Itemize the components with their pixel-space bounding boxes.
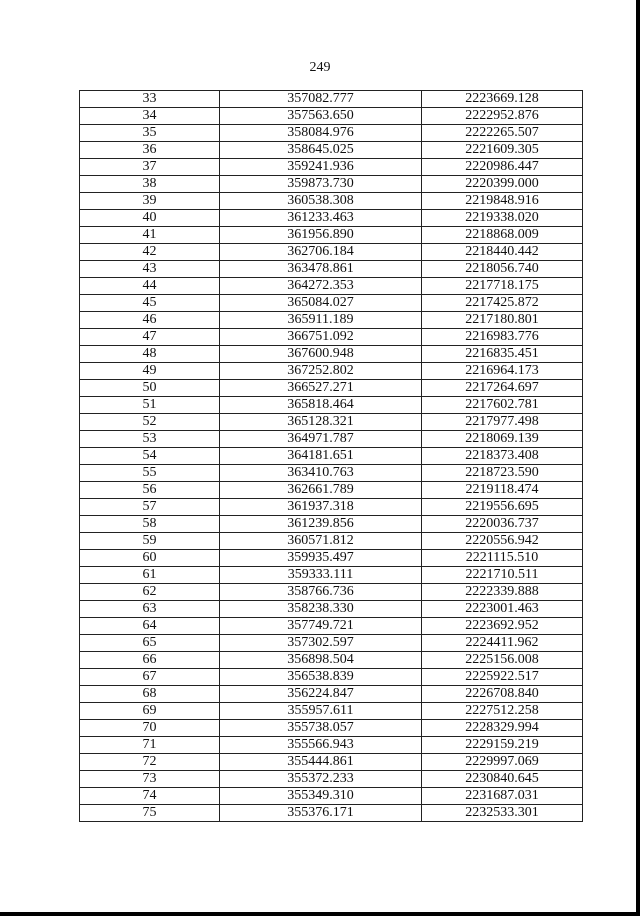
table-row bbox=[80, 397, 583, 414]
x-coordinate-cell: 355738.057 bbox=[220, 720, 422, 737]
y-coordinate-cell: 2217718.175 bbox=[422, 278, 583, 295]
x-coordinate-cell: 362706.184 bbox=[220, 244, 422, 261]
table-row bbox=[80, 567, 583, 584]
y-coordinate-cell: 2218373.408 bbox=[422, 448, 583, 465]
y-coordinate-cell: 2222952.876 bbox=[422, 108, 583, 125]
table-row bbox=[80, 635, 583, 652]
table-row bbox=[80, 414, 583, 431]
table-row bbox=[80, 312, 583, 329]
y-coordinate-cell: 2218868.009 bbox=[422, 227, 583, 244]
table-row bbox=[80, 652, 583, 669]
x-coordinate-cell: 362661.789 bbox=[220, 482, 422, 499]
table-row bbox=[80, 516, 583, 533]
x-coordinate-cell: 355349.310 bbox=[220, 788, 422, 805]
point-number-cell: 57 bbox=[80, 499, 220, 516]
table-row bbox=[80, 210, 583, 227]
table-row bbox=[80, 703, 583, 720]
y-coordinate-cell: 2223692.952 bbox=[422, 618, 583, 635]
point-number-cell: 35 bbox=[80, 125, 220, 142]
point-number-cell: 52 bbox=[80, 414, 220, 431]
point-number-cell: 69 bbox=[80, 703, 220, 720]
table-row bbox=[80, 771, 583, 788]
table-row bbox=[80, 669, 583, 686]
x-coordinate-cell: 361233.463 bbox=[220, 210, 422, 227]
table-row bbox=[80, 720, 583, 737]
table-row bbox=[80, 125, 583, 142]
point-number-cell: 55 bbox=[80, 465, 220, 482]
y-coordinate-cell: 2219338.020 bbox=[422, 210, 583, 227]
point-number-cell: 46 bbox=[80, 312, 220, 329]
y-coordinate-cell: 2231687.031 bbox=[422, 788, 583, 805]
table-row bbox=[80, 448, 583, 465]
x-coordinate-cell: 355444.861 bbox=[220, 754, 422, 771]
y-coordinate-cell: 2225156.008 bbox=[422, 652, 583, 669]
y-coordinate-cell: 2226708.840 bbox=[422, 686, 583, 703]
coordinates-table bbox=[79, 90, 583, 822]
y-coordinate-cell: 2229159.219 bbox=[422, 737, 583, 754]
table-row bbox=[80, 533, 583, 550]
x-coordinate-cell: 356224.847 bbox=[220, 686, 422, 703]
point-number-cell: 39 bbox=[80, 193, 220, 210]
table-row bbox=[80, 601, 583, 618]
y-coordinate-cell: 2223001.463 bbox=[422, 601, 583, 618]
y-coordinate-cell: 2230840.645 bbox=[422, 771, 583, 788]
table-row bbox=[80, 584, 583, 601]
y-coordinate-cell: 2217264.697 bbox=[422, 380, 583, 397]
table-row bbox=[80, 329, 583, 346]
point-number-cell: 51 bbox=[80, 397, 220, 414]
point-number-cell: 50 bbox=[80, 380, 220, 397]
x-coordinate-cell: 359935.497 bbox=[220, 550, 422, 567]
x-coordinate-cell: 358084.976 bbox=[220, 125, 422, 142]
x-coordinate-cell: 359333.111 bbox=[220, 567, 422, 584]
table-row bbox=[80, 618, 583, 635]
point-number-cell: 70 bbox=[80, 720, 220, 737]
table-row bbox=[80, 754, 583, 771]
point-number-cell: 36 bbox=[80, 142, 220, 159]
point-number-cell: 43 bbox=[80, 261, 220, 278]
y-coordinate-cell: 2220036.737 bbox=[422, 516, 583, 533]
point-number-cell: 49 bbox=[80, 363, 220, 380]
x-coordinate-cell: 357082.777 bbox=[220, 91, 422, 108]
point-number-cell: 61 bbox=[80, 567, 220, 584]
y-coordinate-cell: 2224411.962 bbox=[422, 635, 583, 652]
y-coordinate-cell: 2221710.511 bbox=[422, 567, 583, 584]
y-coordinate-cell: 2221115.510 bbox=[422, 550, 583, 567]
table-row bbox=[80, 108, 583, 125]
y-coordinate-cell: 2218723.590 bbox=[422, 465, 583, 482]
point-number-cell: 71 bbox=[80, 737, 220, 754]
point-number-cell: 54 bbox=[80, 448, 220, 465]
point-number-cell: 73 bbox=[80, 771, 220, 788]
table-row bbox=[80, 431, 583, 448]
y-coordinate-cell: 2220399.000 bbox=[422, 176, 583, 193]
y-coordinate-cell: 2218440.442 bbox=[422, 244, 583, 261]
point-number-cell: 33 bbox=[80, 91, 220, 108]
point-number-cell: 72 bbox=[80, 754, 220, 771]
y-coordinate-cell: 2222339.888 bbox=[422, 584, 583, 601]
x-coordinate-cell: 367252.802 bbox=[220, 363, 422, 380]
table-row bbox=[80, 227, 583, 244]
x-coordinate-cell: 367600.948 bbox=[220, 346, 422, 363]
point-number-cell: 38 bbox=[80, 176, 220, 193]
table-row bbox=[80, 788, 583, 805]
x-coordinate-cell: 358238.330 bbox=[220, 601, 422, 618]
point-number-cell: 42 bbox=[80, 244, 220, 261]
point-number-cell: 40 bbox=[80, 210, 220, 227]
table-row bbox=[80, 159, 583, 176]
x-coordinate-cell: 357749.721 bbox=[220, 618, 422, 635]
coordinates-table-body bbox=[80, 91, 583, 822]
y-coordinate-cell: 2232533.301 bbox=[422, 805, 583, 822]
point-number-cell: 34 bbox=[80, 108, 220, 125]
x-coordinate-cell: 366527.271 bbox=[220, 380, 422, 397]
y-coordinate-cell: 2228329.994 bbox=[422, 720, 583, 737]
table-row bbox=[80, 550, 583, 567]
y-coordinate-cell: 2229997.069 bbox=[422, 754, 583, 771]
point-number-cell: 64 bbox=[80, 618, 220, 635]
x-coordinate-cell: 365911.189 bbox=[220, 312, 422, 329]
table-row bbox=[80, 499, 583, 516]
x-coordinate-cell: 359873.730 bbox=[220, 176, 422, 193]
x-coordinate-cell: 356538.839 bbox=[220, 669, 422, 686]
table-row bbox=[80, 295, 583, 312]
point-number-cell: 74 bbox=[80, 788, 220, 805]
x-coordinate-cell: 355566.943 bbox=[220, 737, 422, 754]
x-coordinate-cell: 360571.812 bbox=[220, 533, 422, 550]
table-row bbox=[80, 176, 583, 193]
x-coordinate-cell: 357563.650 bbox=[220, 108, 422, 125]
table-row bbox=[80, 686, 583, 703]
x-coordinate-cell: 361956.890 bbox=[220, 227, 422, 244]
table-row bbox=[80, 261, 583, 278]
y-coordinate-cell: 2217602.781 bbox=[422, 397, 583, 414]
point-number-cell: 59 bbox=[80, 533, 220, 550]
y-coordinate-cell: 2222265.507 bbox=[422, 125, 583, 142]
x-coordinate-cell: 358645.025 bbox=[220, 142, 422, 159]
point-number-cell: 56 bbox=[80, 482, 220, 499]
x-coordinate-cell: 365818.464 bbox=[220, 397, 422, 414]
y-coordinate-cell: 2219848.916 bbox=[422, 193, 583, 210]
x-coordinate-cell: 364971.787 bbox=[220, 431, 422, 448]
point-number-cell: 65 bbox=[80, 635, 220, 652]
point-number-cell: 60 bbox=[80, 550, 220, 567]
point-number-cell: 68 bbox=[80, 686, 220, 703]
y-coordinate-cell: 2223669.128 bbox=[422, 91, 583, 108]
table-row bbox=[80, 91, 583, 108]
point-number-cell: 37 bbox=[80, 159, 220, 176]
table-row bbox=[80, 278, 583, 295]
point-number-cell: 48 bbox=[80, 346, 220, 363]
x-coordinate-cell: 358766.736 bbox=[220, 584, 422, 601]
table-row bbox=[80, 193, 583, 210]
y-coordinate-cell: 2221609.305 bbox=[422, 142, 583, 159]
y-coordinate-cell: 2217425.872 bbox=[422, 295, 583, 312]
x-coordinate-cell: 364181.651 bbox=[220, 448, 422, 465]
x-coordinate-cell: 361937.318 bbox=[220, 499, 422, 516]
point-number-cell: 45 bbox=[80, 295, 220, 312]
y-coordinate-cell: 2216983.776 bbox=[422, 329, 583, 346]
point-number-cell: 67 bbox=[80, 669, 220, 686]
y-coordinate-cell: 2227512.258 bbox=[422, 703, 583, 720]
table-row bbox=[80, 380, 583, 397]
y-coordinate-cell: 2219118.474 bbox=[422, 482, 583, 499]
y-coordinate-cell: 2218069.139 bbox=[422, 431, 583, 448]
point-number-cell: 41 bbox=[80, 227, 220, 244]
table-row bbox=[80, 244, 583, 261]
y-coordinate-cell: 2219556.695 bbox=[422, 499, 583, 516]
table-row bbox=[80, 363, 583, 380]
y-coordinate-cell: 2216835.451 bbox=[422, 346, 583, 363]
x-coordinate-cell: 365128.321 bbox=[220, 414, 422, 431]
x-coordinate-cell: 361239.856 bbox=[220, 516, 422, 533]
table-row bbox=[80, 805, 583, 822]
point-number-cell: 53 bbox=[80, 431, 220, 448]
x-coordinate-cell: 355957.611 bbox=[220, 703, 422, 720]
point-number-cell: 66 bbox=[80, 652, 220, 669]
x-coordinate-cell: 366751.092 bbox=[220, 329, 422, 346]
x-coordinate-cell: 357302.597 bbox=[220, 635, 422, 652]
y-coordinate-cell: 2218056.740 bbox=[422, 261, 583, 278]
x-coordinate-cell: 360538.308 bbox=[220, 193, 422, 210]
page-number: 249 bbox=[309, 60, 331, 75]
point-number-cell: 58 bbox=[80, 516, 220, 533]
point-number-cell: 62 bbox=[80, 584, 220, 601]
y-coordinate-cell: 2217180.801 bbox=[422, 312, 583, 329]
x-coordinate-cell: 355376.171 bbox=[220, 805, 422, 822]
x-coordinate-cell: 359241.936 bbox=[220, 159, 422, 176]
y-coordinate-cell: 2216964.173 bbox=[422, 363, 583, 380]
x-coordinate-cell: 365084.027 bbox=[220, 295, 422, 312]
y-coordinate-cell: 2225922.517 bbox=[422, 669, 583, 686]
table-row bbox=[80, 482, 583, 499]
point-number-cell: 63 bbox=[80, 601, 220, 618]
table-row bbox=[80, 142, 583, 159]
point-number-cell: 44 bbox=[80, 278, 220, 295]
y-coordinate-cell: 2217977.498 bbox=[422, 414, 583, 431]
table-row bbox=[80, 465, 583, 482]
point-number-cell: 75 bbox=[80, 805, 220, 822]
point-number-cell: 47 bbox=[80, 329, 220, 346]
y-coordinate-cell: 2220986.447 bbox=[422, 159, 583, 176]
x-coordinate-cell: 363478.861 bbox=[220, 261, 422, 278]
y-coordinate-cell: 2220556.942 bbox=[422, 533, 583, 550]
x-coordinate-cell: 364272.353 bbox=[220, 278, 422, 295]
table-row bbox=[80, 737, 583, 754]
table-row bbox=[80, 346, 583, 363]
x-coordinate-cell: 363410.763 bbox=[220, 465, 422, 482]
x-coordinate-cell: 356898.504 bbox=[220, 652, 422, 669]
x-coordinate-cell: 355372.233 bbox=[220, 771, 422, 788]
